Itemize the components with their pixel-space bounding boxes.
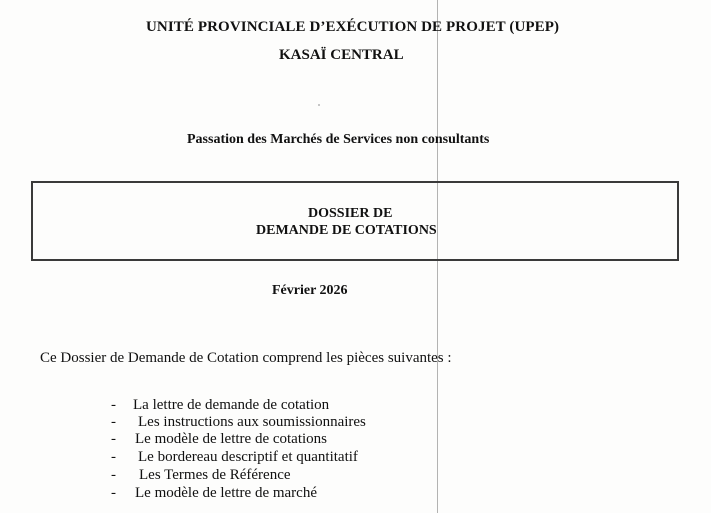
list-item-label: Les Termes de Référence: [139, 467, 291, 483]
bullet-dash: -: [111, 449, 116, 465]
bullet-dash: -: [111, 414, 116, 430]
document-date: Février 2026: [272, 283, 348, 298]
dossier-title-line1: DOSSIER DE: [308, 206, 393, 221]
organization-title: UNITÉ PROVINCIALE D’EXÉCUTION DE PROJET (UPEP): [146, 19, 560, 35]
list-item-label: Le bordereau descriptif et quantitatif: [138, 449, 358, 465]
bullet-dash: -: [111, 485, 116, 501]
procurement-title: Passation des Marchés de Services non consultants: [187, 132, 490, 147]
bullet-dash: -: [111, 397, 116, 413]
contents-intro: Ce Dossier de Demande de Cotation comprend les pièces suivantes :: [40, 350, 452, 366]
bullet-dash: -: [111, 467, 116, 483]
list-item-label: La lettre de demande de cotation: [133, 397, 330, 413]
bullet-dash: -: [111, 431, 116, 447]
dossier-title-line2: DEMANDE DE COTATIONS: [256, 223, 437, 238]
province-title: KASAÏ CENTRAL: [279, 47, 404, 63]
list-item-label: Les instructions aux soumissionnaires: [138, 414, 366, 430]
list-item-label: Le modèle de lettre de cotations: [135, 431, 328, 447]
scan-speck: [318, 104, 320, 106]
list-item-label: Le modèle de lettre de marché: [135, 485, 317, 501]
